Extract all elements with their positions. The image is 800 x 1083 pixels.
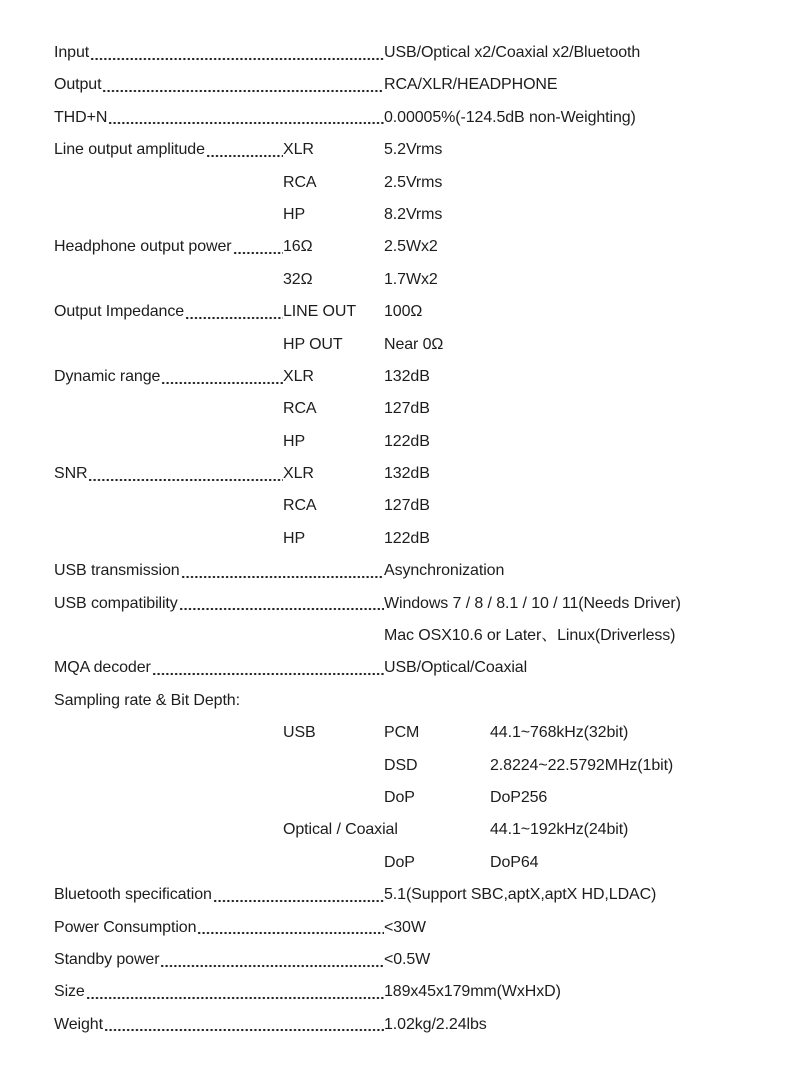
spec-sub-label: 32Ω bbox=[283, 270, 313, 288]
spec-sub-label: PCM bbox=[384, 724, 420, 742]
spec-value: Mac OSX10.6 or Later、Linux(Driverless) bbox=[384, 627, 676, 645]
spec-sub-label: DoP bbox=[384, 853, 415, 871]
spec-value: 1.7Wx2 bbox=[384, 270, 438, 288]
spec-value: Windows 7 / 8 / 8.1 / 10 / 11(Needs Driver) bbox=[384, 594, 681, 612]
spec-value: 5.2Vrms bbox=[384, 141, 443, 159]
spec-value: 2.5Vrms bbox=[384, 173, 443, 191]
spec-subrow-usb-pcm bbox=[54, 717, 780, 749]
spec-value: Asynchronization bbox=[384, 562, 505, 580]
spec-value: <30W bbox=[384, 918, 426, 936]
spec-subrow bbox=[54, 264, 780, 296]
spec-value: 132dB bbox=[384, 465, 430, 483]
spec-row-headphone-output-power bbox=[54, 231, 780, 263]
spec-sub-label bbox=[283, 750, 384, 782]
spec-value: Near 0Ω bbox=[384, 335, 444, 353]
leader-dots bbox=[86, 976, 384, 1008]
spec-value: 44.1~768kHz(32bit) bbox=[490, 724, 629, 742]
spec-subrow bbox=[54, 329, 780, 361]
spec-value: 5.1(Support SBC,aptX,aptX HD,LDAC) bbox=[384, 886, 657, 904]
spec-label: MQA decoder bbox=[54, 659, 151, 677]
spec-row-output bbox=[54, 69, 780, 101]
spec-value: USB/Optical/Coaxial bbox=[384, 659, 528, 677]
spec-label: Bluetooth specification bbox=[54, 886, 212, 904]
spec-label: SNR bbox=[54, 465, 88, 483]
spec-row-output-impedance bbox=[54, 296, 780, 328]
spec-sub-label: RCA bbox=[283, 497, 317, 515]
spec-row-snr bbox=[54, 458, 780, 490]
spec-sub-label: HP bbox=[283, 205, 306, 223]
spec-row-mqa-decoder bbox=[54, 652, 780, 684]
spec-row-sampling-header bbox=[54, 685, 780, 717]
spec-subrow bbox=[54, 393, 780, 425]
spec-value: 2.8224~22.5792MHz(1bit) bbox=[490, 756, 674, 774]
spec-value: 44.1~192kHz(24bit) bbox=[490, 821, 629, 839]
spec-subrow-usb-dsd bbox=[54, 750, 780, 782]
spec-label: Line output amplitude bbox=[54, 141, 205, 159]
leader-dots bbox=[152, 652, 384, 684]
spec-sub-label: XLR bbox=[283, 465, 314, 483]
spec-value: DoP64 bbox=[490, 853, 539, 871]
leader-dots bbox=[206, 134, 283, 166]
spec-value: 122dB bbox=[384, 432, 430, 450]
spec-sub-label: HP OUT bbox=[283, 335, 343, 353]
leader-dots bbox=[233, 231, 283, 263]
spec-label: Weight bbox=[54, 1015, 103, 1033]
leader-dots bbox=[213, 879, 384, 911]
leader-dots bbox=[160, 944, 383, 976]
spec-value: 132dB bbox=[384, 367, 430, 385]
spec-row-dynamic-range bbox=[54, 361, 780, 393]
spec-row-input bbox=[54, 37, 780, 69]
leader-dots bbox=[102, 69, 383, 101]
spec-value: 8.2Vrms bbox=[384, 205, 443, 223]
spec-value: 1.02kg/2.24lbs bbox=[384, 1015, 487, 1033]
spec-row-size bbox=[54, 976, 780, 1008]
spec-subrow bbox=[54, 167, 780, 199]
spec-row-line-output-amplitude bbox=[54, 134, 780, 166]
spec-sub-label: HP bbox=[283, 529, 306, 547]
spec-sub-label: USB bbox=[283, 724, 316, 742]
spec-label: USB transmission bbox=[54, 562, 180, 580]
spec-sub-label: 16Ω bbox=[283, 238, 313, 256]
spec-value: 189x45x179mm(WxHxD) bbox=[384, 983, 561, 1001]
spec-value: 100Ω bbox=[384, 303, 423, 321]
leader-dots bbox=[90, 37, 383, 69]
spec-row-standby-power bbox=[54, 944, 780, 976]
spec-value: 2.5Wx2 bbox=[384, 238, 438, 256]
spec-label: Headphone output power bbox=[54, 238, 232, 256]
spec-sub-label: LINE OUT bbox=[283, 303, 356, 321]
spec-label: Input bbox=[54, 44, 90, 61]
leader-dots bbox=[185, 296, 282, 328]
spec-label: Output Impedance bbox=[54, 303, 185, 321]
spec-section-label: Sampling rate & Bit Depth: bbox=[54, 691, 240, 709]
spec-value: 127dB bbox=[384, 497, 430, 515]
spec-label: Output bbox=[54, 76, 102, 94]
leader-dots bbox=[161, 361, 282, 393]
spec-sub-label bbox=[283, 782, 384, 814]
spec-sub-label: RCA bbox=[283, 400, 317, 418]
spec-sub-label: HP bbox=[283, 432, 306, 450]
leader-dots bbox=[179, 588, 384, 620]
leader-dots bbox=[197, 912, 383, 944]
spec-value: 122dB bbox=[384, 529, 430, 547]
spec-subrow bbox=[54, 199, 780, 231]
spec-label: USB compatibility bbox=[54, 594, 178, 612]
spec-row-bluetooth-specification bbox=[54, 879, 780, 911]
leader-dots bbox=[104, 1009, 384, 1041]
spec-row-usb-compatibility bbox=[54, 588, 780, 620]
spec-subrow bbox=[54, 426, 780, 458]
spec-value: DoP256 bbox=[490, 788, 548, 806]
spec-row-thd-n bbox=[54, 102, 780, 134]
spec-row-weight bbox=[54, 1009, 780, 1041]
spec-row-power-consumption bbox=[54, 912, 780, 944]
spec-subrow-optical-coaxial bbox=[54, 814, 780, 846]
spec-label: Dynamic range bbox=[54, 367, 161, 385]
spec-sub-label: RCA bbox=[283, 173, 317, 191]
spec-sub-label bbox=[283, 847, 384, 879]
spec-row-usb-compatibility-cont bbox=[54, 620, 780, 652]
spec-label: Size bbox=[54, 983, 85, 1001]
spec-label: Power Consumption bbox=[54, 918, 197, 936]
spec-sub-label: DSD bbox=[384, 756, 418, 774]
spec-subrow bbox=[54, 490, 780, 522]
spec-value: 0.00005%(-124.5dB non-Weighting) bbox=[384, 108, 636, 126]
spec-sub-label: DoP bbox=[384, 788, 415, 806]
spec-sub-label: XLR bbox=[283, 141, 314, 159]
spec-subrow-usb-dop bbox=[54, 782, 780, 814]
leader-dots bbox=[181, 555, 384, 587]
spec-row-usb-transmission bbox=[54, 555, 780, 587]
spec-label: THD+N bbox=[54, 108, 108, 126]
spec-label: Standby power bbox=[54, 950, 160, 968]
spec-subrow-optical-dop bbox=[54, 847, 780, 879]
spec-value: RCA/XLR/HEADPHONE bbox=[384, 76, 558, 94]
spec-sub-label: XLR bbox=[283, 367, 314, 385]
spec-value: <0.5W bbox=[384, 950, 431, 968]
spec-sub-label: Optical / Coaxial bbox=[283, 821, 398, 839]
leader-dots bbox=[88, 458, 282, 490]
leader-dots bbox=[108, 102, 383, 134]
spec-value: 127dB bbox=[384, 400, 430, 418]
spec-value: USB/Optical x2/Coaxial x2/Bluetooth bbox=[384, 44, 641, 61]
spec-subrow bbox=[54, 523, 780, 555]
